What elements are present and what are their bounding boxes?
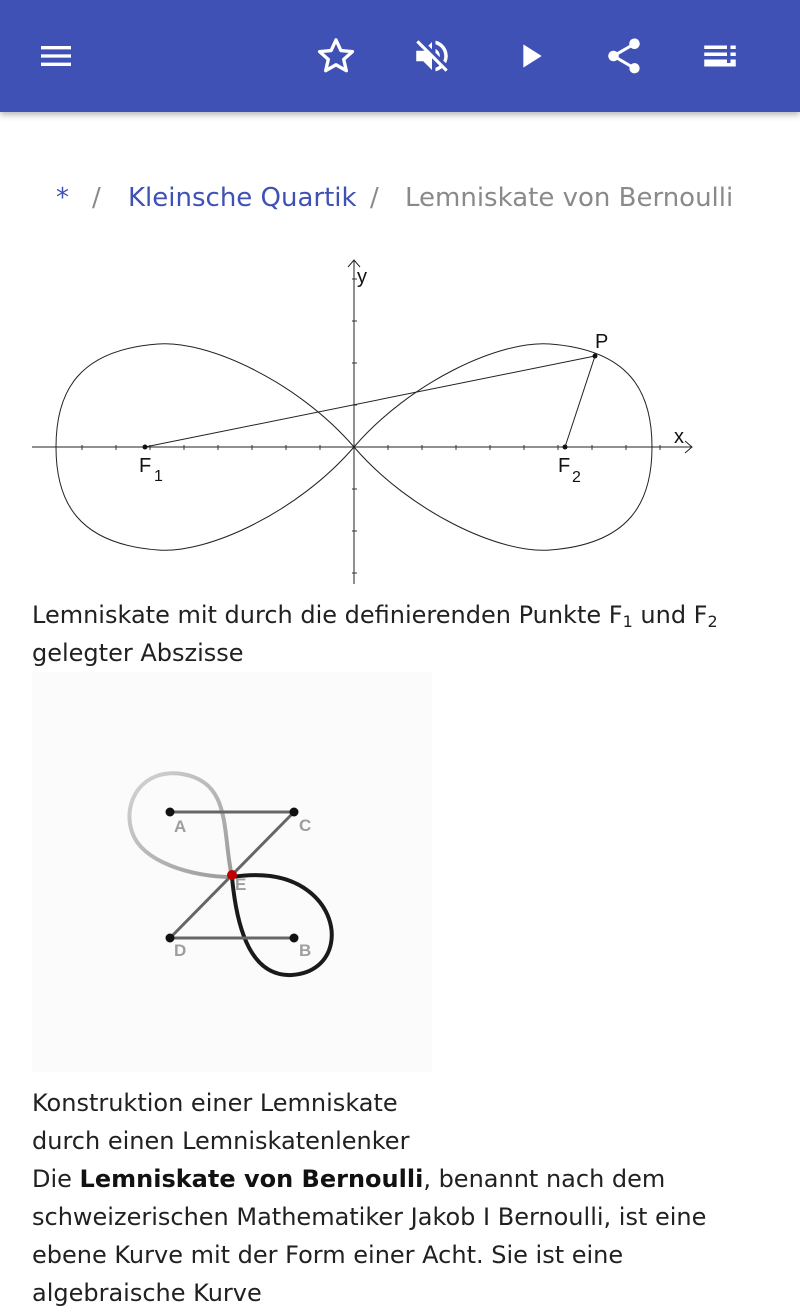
y-axis-label: y <box>357 266 367 288</box>
breadcrumb-current: Lemniskate von Bernoulli <box>405 183 734 213</box>
caption-text: gelegter Abszisse <box>32 639 244 667</box>
label-a: A <box>174 817 187 836</box>
linkage-image[interactable] <box>32 672 432 1072</box>
lemniscate-diagram[interactable] <box>30 252 700 588</box>
caption-text: Konstruktion einer Lemniskate <box>32 1089 398 1117</box>
focus-f2-subscript: 2 <box>572 469 581 486</box>
segment-f1-p <box>145 356 595 447</box>
playlist-icon <box>699 35 741 77</box>
label-e: E <box>235 875 247 894</box>
label-d: D <box>174 941 187 960</box>
share-button[interactable] <box>596 28 652 84</box>
share-icon <box>603 35 645 77</box>
joint-c <box>290 808 299 817</box>
traced-curve-lower <box>232 875 332 975</box>
article-paragraph <box>32 1160 772 1312</box>
caption-subscript: 1 <box>622 612 633 631</box>
bookmark-button[interactable] <box>308 28 364 84</box>
paragraph-text: Die <box>32 1165 80 1193</box>
point-p <box>593 354 598 359</box>
article-term: Lemniskate von Bernoulli <box>79 1165 424 1193</box>
breadcrumb-separator: / <box>92 183 101 213</box>
paragraph-text: , benannt nach dem schweizerischen Mathematiker Jakob I Bernoulli, ist eine ebene Kurve mit der Form einer Acht. Sie ist eine algebraische Kurve <box>32 1165 707 1307</box>
app-bar <box>0 0 800 112</box>
figure-caption <box>32 596 718 672</box>
caption-subscript: 2 <box>707 612 718 631</box>
linkage-diagram <box>32 672 432 1072</box>
caption-text: durch einen Lemniskatenlenker <box>32 1127 410 1155</box>
focus-f2-point <box>563 445 568 450</box>
breadcrumb <box>0 178 800 222</box>
menu-icon <box>36 36 76 76</box>
x-axis-label: x <box>674 426 684 448</box>
caption-text: und F <box>632 601 708 629</box>
point-p-label: P <box>595 331 609 353</box>
breadcrumb-root-link[interactable]: * <box>56 183 69 213</box>
play-button[interactable] <box>502 28 558 84</box>
label-b: B <box>299 941 312 960</box>
mute-button[interactable] <box>404 28 460 84</box>
breadcrumb-separator: / <box>370 183 379 213</box>
axis-ticks <box>82 279 660 573</box>
focus-f1-subscript: 1 <box>154 468 163 485</box>
joint-a <box>166 808 175 817</box>
focus-f2-label: F <box>558 455 571 477</box>
menu-button[interactable] <box>28 28 84 84</box>
caption-text: Lemniskate mit durch die definierenden Punkte F <box>32 601 623 629</box>
playlist-button[interactable] <box>692 28 748 84</box>
figure-caption <box>32 1084 409 1160</box>
focus-f1-label: F <box>139 455 152 477</box>
label-c: C <box>299 816 312 835</box>
play-icon <box>510 36 550 76</box>
segment-f2-p <box>565 356 595 447</box>
joint-b <box>290 934 299 943</box>
breadcrumb-parent-link[interactable]: Kleinsche Quartik <box>128 183 357 213</box>
star-outline-icon <box>315 35 357 77</box>
focus-f1-point <box>143 445 148 450</box>
volume-off-icon <box>411 35 453 77</box>
